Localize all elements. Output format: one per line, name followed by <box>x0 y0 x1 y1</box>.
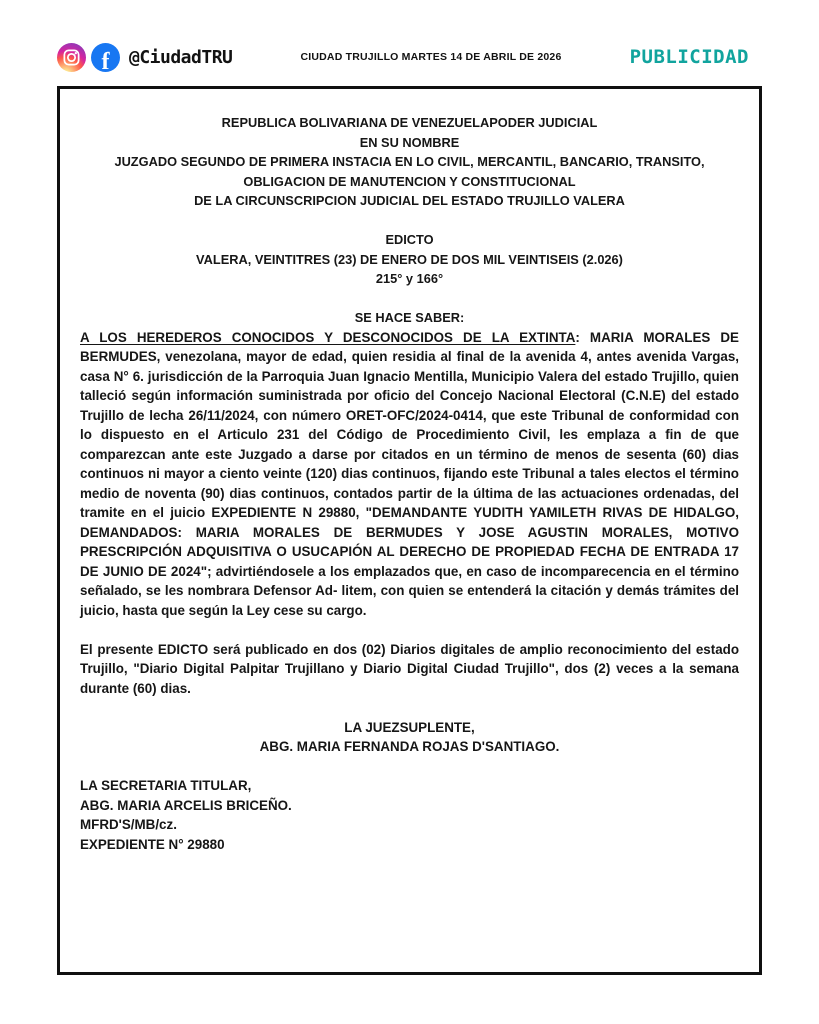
instagram-icon <box>57 43 86 72</box>
initials-line: MFRD'S/MB/cz. <box>80 817 177 832</box>
top-banner <box>57 40 749 74</box>
edicto-heading: EDICTO <box>385 232 434 247</box>
title-line-3: JUZGADO SEGUNDO DE PRIMERA INSTACIA EN LO CIVIL, MERCANTIL, BANCARIO, TRANSITO, <box>114 154 705 169</box>
secretary-name: ABG. MARIA ARCELIS BRICEÑO. <box>80 797 292 813</box>
edicto-block <box>80 230 739 289</box>
edicto-body-text: : MARIA MORALES DE BERMUDES, venezolana, mayor de edad, quien residia al final de la avenida 4, antes avenida Vargas, casa N° 6. jurisdicción de la Parroquia Juan Ignacio Mentilla, Municipio Valera del estado Trujillo, quien talleció según información suministrada por oficio del Concejo Nacional Electoral (C.N.E) del estado Trujillo de lecha 26/11/2024, con número ORET-OFC/2024-0414, que este Tribunal de conformidad con lo dispuesto en el Articulo 231 del Código de Procedimiento Civil, les emplaza a fin de que comparezcan ante este Juzgado a darse por citados en un término de menos de sesenta (60) dias continuos ni mayor a ciento veinte (120) dias continuos, fijando este Tribunal a tales electos el término medio de noventa (90) dias continuos, contados partir de la última de las actuaciones ordenadas, del tramite en el juicio EXPEDIENTE N 29880, "DEMANDANTE YUDITH YAMILETH RIVAS DE HIDALGO, DEMANDADOS: MARIA MORALES DE BERMUDES Y JOSE AGUSTIN MORALES, MOTIVO PRESCRIPCIÓN ADQUISITIVA O USUCAPIÓN AL DERECHO DE PROPIEDAD FECHA DE ENTRADA 17 DE JUNIO DE 2024"; advirtiéndosele a los emplazados que, en caso de incomparecencia en el término señalado, se les nombrara Defensor Ad- litem, con quien se entenderá la citación y demás trámites del juicio, hasta que según la Ley cese su cargo. <box>80 329 739 618</box>
court-title-block <box>80 113 739 211</box>
social-handle: @CiudadTRU <box>129 46 233 68</box>
se-hace-saber-block <box>80 308 739 328</box>
judge-title: LA JUEZSUPLENTE, <box>344 719 475 735</box>
edicto-body-paragraph <box>80 328 739 621</box>
title-line-2: EN SU NOMBRE <box>359 134 460 150</box>
judge-signature-block <box>80 718 739 757</box>
edicto-document <box>57 86 762 975</box>
expediente-number: EXPEDIENTE N° 29880 <box>80 836 225 852</box>
title-line-1: REPUBLICA BOLIVARIANA DE VENEZUELAPODER JUDICIAL <box>221 115 598 130</box>
facebook-glyph: f <box>101 49 110 72</box>
heirs-underlined-lead: A LOS HEREDEROS CONOCIDOS Y DESCONOCIDOS DE LA EXTINTA <box>80 329 576 345</box>
facebook-icon <box>91 43 120 72</box>
edicto-years: 215° y 166° <box>375 271 444 286</box>
title-line-4: OBLIGACION DE MANUTENCION Y CONSTITUCIONAL <box>243 173 576 189</box>
publicidad-label: PUBLICIDAD <box>629 46 749 68</box>
brand <box>57 43 232 72</box>
publication-paragraph: El presente EDICTO será publicado en dos (02) Diarios digitales de amplio reconocimiento del estado Trujillo, "Diario Digital Palpitar Trujillano y Diario Digital Ciudad Trujillo", dos (2) veces a la semana durante (60) dias. <box>80 641 739 696</box>
se-hace-saber: SE HACE SABER: <box>354 310 465 325</box>
title-line-5: DE LA CIRCUNSCRIPCION JUDICIAL DEL ESTADO TRUJILLO VALERA <box>194 193 625 208</box>
judge-name: ABG. MARIA FERNANDA ROJAS D'SANTIAGO. <box>259 739 560 754</box>
edicto-date: VALERA, VEINTITRES (23) DE ENERO DE DOS MIL VEINTISEIS (2.026) <box>196 251 623 267</box>
secretary-title: LA SECRETARIA TITULAR, <box>80 778 252 793</box>
masthead-dateline: CIUDAD TRUJILLO MARTES 14 DE ABRIL DE 2026 <box>300 51 562 63</box>
secretary-signature-block <box>80 776 739 854</box>
